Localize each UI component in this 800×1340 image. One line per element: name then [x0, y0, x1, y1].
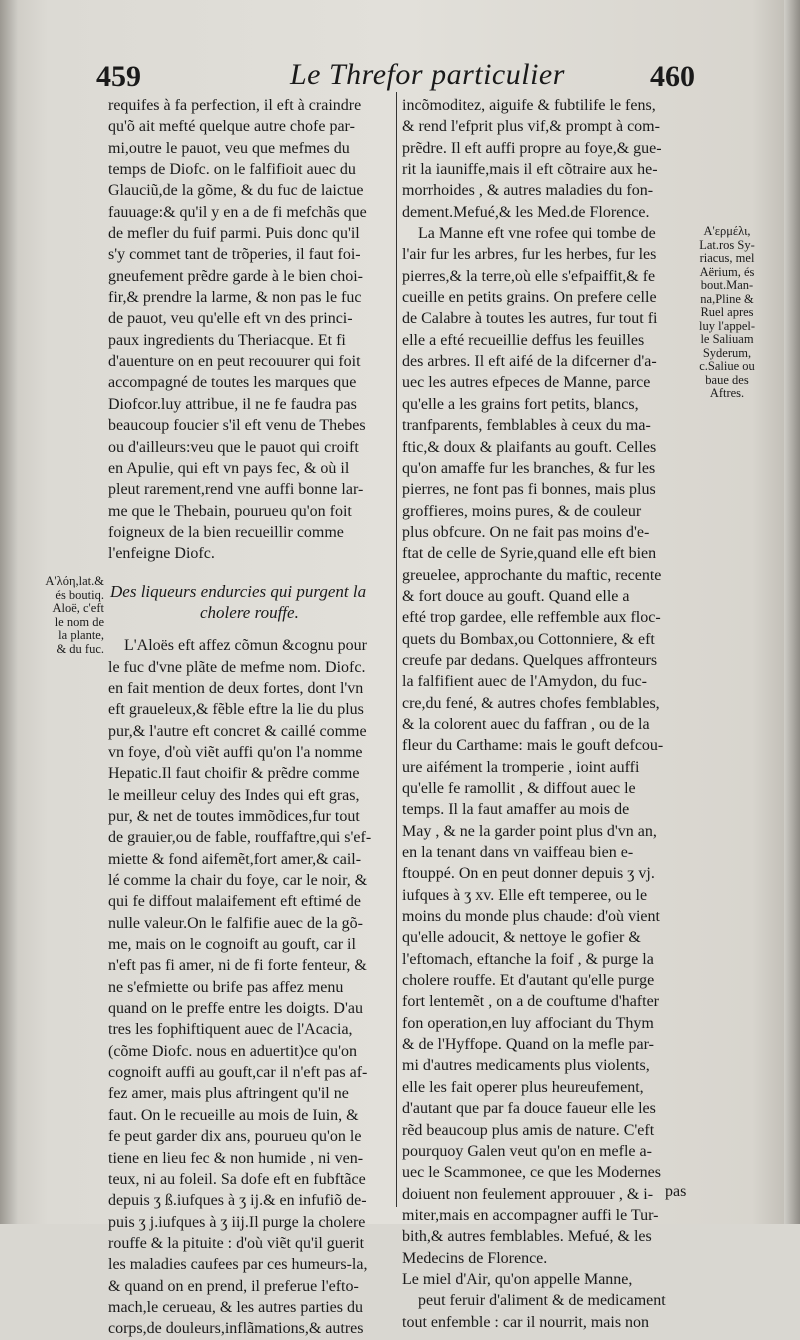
text-line: doiuent non feulement approuuer , & i- — [402, 1185, 654, 1203]
margin-note-left — [30, 575, 104, 656]
text-line: fon operation,en luy affociant du Thym — [402, 1014, 654, 1032]
text-line: me, mais on le cognoift au gouft, car il — [108, 936, 356, 954]
margin-note-line: és boutiq. — [55, 587, 104, 602]
text-line: groffieres, moins pures, & de couleur — [402, 502, 642, 520]
margin-note-line: c.Saliue ou — [699, 359, 755, 373]
text-line: rit la iauniffe,mais il eft cõtraire aux he- — [402, 161, 658, 179]
text-line: ftat de celle de Syrie,quand elle eft bien — [402, 545, 657, 563]
text-line: & rend l'efprit plus vif,& prompt à com- — [402, 118, 660, 136]
text-line: Diofcor.luy attribue, il ne fe faudra pas — [108, 395, 357, 413]
margin-note-line: luy l'appel- — [698, 318, 756, 333]
text-line: fe peut garder dix ans, pourueu qu'on le — [108, 1128, 362, 1146]
text-line: en Apulie, qui eft vn pays fec, & où il — [108, 459, 350, 477]
text-line: s'y commet tant de trõperies, il faut foi- — [108, 246, 361, 264]
text-line: pur, & net de toutes immõdices,fur tout — [108, 808, 360, 825]
text-line: des arbres. Il eft aifé de la difcerner d'a- — [402, 353, 657, 371]
text-line: (cõme Diofc. nous en aduertit)ce qu'on — [108, 1042, 358, 1060]
text-line: qu'elle a les grains fort petits, blancs, — [402, 395, 639, 413]
margin-note-line: riacus, mel — [699, 251, 755, 265]
margin-note-line: Ruel apres — [700, 305, 754, 319]
text-line: & fort douce au gouft. Quand elle a — [402, 587, 630, 605]
column-divider — [396, 92, 397, 1207]
text-line: Medecins de Florence. — [402, 1249, 548, 1267]
margin-note-line: Lat.ros Sy- — [699, 237, 755, 252]
text-line: Le miel d'Air, qu'on appelle Manne, — [402, 1270, 633, 1288]
text-line: temps de Diofc. on le falfifioit auec du — [108, 161, 356, 179]
text-line: peut feruir d'aliment & de medicament — [418, 1292, 666, 1310]
text-line: d'autant que par fa douce faueur elle les — [402, 1100, 656, 1118]
margin-note-line: A'λόη,lat.& — [45, 574, 104, 588]
text-line: lé comme la chair du foye, car le noir, & — [108, 872, 368, 890]
text-line: cre,du fené, & autres chofes femblables, — [402, 694, 660, 712]
text-line: cueille en petits grains. On prefere celle — [402, 289, 657, 307]
section-heading-line-1: Des liqueurs endurcies qui purgent la — [110, 581, 367, 601]
text-line: paux ingredients du Theriacque. Et fi — [108, 331, 346, 349]
text-line: elle les fait operer plus heureufement, — [402, 1078, 644, 1096]
text-line: le meilleur celuy des Indes qui eft gras, — [108, 786, 360, 804]
text-line: qu'on amaffe fur les branches, & fur les — [402, 459, 656, 477]
text-line: qu'elle adoucit, & nettoye le gofier & — [402, 929, 641, 947]
text-line: accompagné de toutes les marques que — [108, 374, 357, 392]
text-line: ftic,& doux & plaifants au gouft. Celles — [402, 438, 657, 456]
text-line: plus obfcure. On ne fait pas moins d'e- — [402, 523, 650, 541]
text-line: morrhoides , & autres maladies du fon- — [402, 182, 654, 200]
text-line: l'air fur les arbres, fur les herbes, fur les — [402, 246, 657, 264]
text-line: tres les fophiftiquent auec de l'Acacia, — [108, 1021, 353, 1039]
text-line: incõmoditez, aiguife & fubtilife le fens, — [402, 97, 656, 114]
text-line: iufques à ʒ xv. Elle eft temperee, ou le — [402, 886, 648, 904]
right-column — [402, 95, 692, 1333]
text-line: uec les autres efpeces de Manne, parce — [402, 374, 651, 392]
margin-note-line: baue des — [705, 372, 749, 387]
text-line: & la colorent auec du faffran , ou de la — [402, 715, 650, 733]
text-line: qu'õ ait mefté quelque autre chofe par- — [108, 118, 355, 136]
margin-note-line: le Saliuam — [700, 332, 754, 346]
text-line: pourquoy Galen veut qu'on en mefle a- — [402, 1142, 652, 1160]
text-line: pierres, ne font pas fi bonnes, mais plus — [402, 481, 656, 499]
catchword: pas — [665, 1183, 687, 1200]
page-number-right: 460 — [650, 60, 695, 93]
text-line: ne s'efmiette ou brife pas affez menu — [108, 978, 344, 996]
text-line: mi,outre le pauot, veu que mefmes du — [108, 139, 350, 157]
text-line: & quand on en prend, il preferue l'efto- — [108, 1277, 359, 1295]
left-column — [108, 95, 390, 1340]
text-line: La Manne eft vne rofee qui tombe de — [418, 225, 656, 243]
text-line: rouffe & la pituite : d'où viẽt qu'il guerit — [108, 1234, 365, 1252]
text-line: d'auenture on en peut recouurer qui foit — [108, 353, 361, 371]
text-line: vn foye, d'où viẽt auffi qu'on l'a nomme — [108, 743, 363, 761]
text-line: miter,mais en accompagner auffi le Tur- — [402, 1206, 659, 1224]
text-line: les maladies caufees par ces humeurs-la, — [108, 1256, 368, 1274]
text-line: prẽdre. Il eft auffi propre au foye,& gue- — [402, 139, 662, 157]
text-line: teux, ni au foleil. Sa dofe eft en fubftãce — [108, 1170, 366, 1188]
margin-note-line: na,Pline & — [700, 291, 754, 306]
text-line: fort lentemẽt , on a de couftume d'hafter — [402, 993, 659, 1011]
margin-note-line: le nom de — [54, 614, 104, 629]
text-line: cholere rouffe. Et d'autant qu'elle purge — [402, 972, 655, 990]
text-line: efté trop gardee, elle reffemble aux floc- — [402, 609, 661, 627]
text-line: foigneux de la bien recueillir comme — [108, 523, 344, 541]
text-line: qu'elle fe ramollit , & diffout auec le — [402, 780, 636, 797]
binding-shadow — [0, 0, 18, 1224]
text-line: quand on le preffe entre les doigts. D'au — [108, 1000, 363, 1018]
text-line: en la tenant dans vn vaiffeau bien e- — [402, 844, 634, 862]
text-line: fauuage:& qu'il y en a de fi mefchãs que — [108, 203, 367, 221]
text-line: pur,& l'autre eft concret & caillé comme — [108, 722, 367, 740]
text-line: greuelee, approchante du maftic, recente — [402, 566, 662, 584]
text-line: fleur du Carthame: mais le gouft defcou- — [402, 737, 664, 755]
text-line: le fuc d'vne plãte de mefme nom. Diofc. — [108, 658, 366, 676]
margin-note-line: Syderum, — [702, 345, 752, 360]
text-line: fir,& prendre la larme, & non pas le fuc — [108, 289, 362, 307]
text-line: Hepatic.Il faut choifir & prẽdre comme — [108, 765, 360, 783]
text-line: ftouppé. On en peut donner depuis ʒ vj. — [402, 865, 655, 883]
text-line: la falfifient auec de l'Amydon, du fuc- — [402, 673, 648, 691]
text-line: cognoift auffi au gouft,car il n'eft pas af- — [108, 1064, 368, 1082]
text-line: tiene en lieu fec & non humide , ni ven- — [108, 1149, 364, 1167]
text-line: quets du Bombax,ou Cottonniere, & eft — [402, 630, 655, 648]
text-line: eft graueleux,& fẽble eftre la lie du plus — [108, 701, 364, 719]
text-line: de mefler du fuif parmi. Puis donc qu'il — [108, 225, 360, 243]
right-column-text — [402, 95, 692, 1333]
text-line: corps,de douleurs,inflãmations,& autres — [108, 1320, 364, 1338]
text-line: miette & fond aifemẽt,fort amer,& cail- — [108, 850, 362, 868]
text-line: requifes à fa perfection, il eft à craindre — [108, 97, 362, 114]
text-line: depuis ʒ ß.iufques à ʒ ij.& en infufiõ de- — [108, 1192, 367, 1210]
margin-note-line: Aftres. — [709, 386, 745, 400]
text-line: de pauot, veu qu'elle eft vn des princi- — [108, 310, 353, 328]
text-line: faut. On le recueille au mois de Iuin, & — [108, 1106, 359, 1124]
text-line: ure aifément la tromperie , ioint auffi — [402, 758, 640, 776]
margin-note-line: A'ερμέλι, — [703, 224, 751, 238]
text-line: tout enfemble : car il nourrit, mais non — [402, 1313, 650, 1331]
text-line: de Calabre à toutes les autres, fur tout fi — [402, 310, 658, 328]
text-line: en fait mention de deux fortes, dont l'vn — [108, 679, 364, 697]
text-line: l'eftomach, eftanche la foif , & purge la — [402, 950, 654, 968]
text-line: tranfparents, femblables à ceux du ma- — [402, 417, 651, 435]
text-line: pierres,& la terre,où elle s'efpaiffit,& fe — [402, 267, 656, 285]
text-line: ou d'ailleurs:veu que le pauot qui croift — [108, 438, 359, 456]
margin-note-line: & du fuc. — [56, 641, 104, 656]
text-line: pleut rarement,rend vne auffi bonne lar- — [108, 481, 364, 499]
text-line: uec le Scammonee, ce que les Modernes — [402, 1164, 662, 1182]
page-edge-shadow — [784, 0, 800, 1224]
text-line: fez amer, mais plus aftringent qu'il ne — [108, 1085, 349, 1103]
text-line: dement.Mefué,& les Med.de Florence. — [402, 203, 650, 221]
text-line: & de l'Hyffope. Quand on la mefle par- — [402, 1036, 654, 1054]
text-line: moins du monde plus chaude: d'où vient — [402, 908, 660, 926]
page-number-left: 459 — [96, 60, 141, 93]
text-line: temps. Il la faut amaffer au mois de — [402, 801, 630, 819]
left-column-text-a — [108, 95, 390, 565]
text-line: puis ʒ j.iufques à ʒ iij.Il purge la cholere — [108, 1213, 366, 1231]
margin-note-line: bout.Man- — [700, 278, 754, 292]
text-line: elle a efté recueillie deffus les feuilles — [402, 331, 645, 349]
text-line: mach,le cerueau, & les autres parties du — [108, 1298, 363, 1316]
text-line: creufe par dedans. Quelques affronteurs — [402, 651, 658, 669]
text-line: gneufement prẽdre garde à le bien choi- — [108, 267, 363, 285]
text-line: nulle valeur.On le falfifie auec de la gõ- — [108, 914, 363, 932]
running-title: Le Threfor particulier — [290, 58, 565, 91]
text-line: mi d'autres medicaments plus violents, — [402, 1057, 650, 1075]
text-line: May , & ne la garder point plus d'vn an, — [402, 822, 657, 840]
text-line: bith,& autres femblables. Mefué, & les — [402, 1228, 652, 1246]
text-line: qui fe diffout malaifement eft eftimé de — [108, 893, 361, 911]
text-line: rẽd beaucoup plus amis de nature. C'eft — [402, 1121, 655, 1139]
margin-note-right — [692, 225, 762, 401]
text-line: l'enfeigne Diofc. — [108, 545, 215, 563]
text-line: Glauciũ,de la gõme, & du fuc de laictue — [108, 182, 364, 200]
left-column-text-b — [108, 635, 390, 1339]
text-line: de grauier,ou de fable, rouffaftre,qui s'ef- — [108, 829, 372, 847]
margin-note-line: la plante, — [58, 628, 104, 642]
text-line: me que le Thebain, pourueu qu'on foit — [108, 502, 352, 520]
text-line: n'eft pas fi amer, ni de fi forte fenteur, & — [108, 957, 367, 975]
margin-note-line: Aërium, és — [699, 264, 755, 279]
section-heading-line-2: cholere rouffe. — [200, 602, 299, 622]
text-line: L'Aloës eft affez cõmun &cognu pour — [124, 637, 367, 655]
text-line: beaucoup foucier s'il eft venu de Thebes — [108, 417, 366, 435]
margin-note-line: Aloë, c'eft — [52, 601, 104, 615]
